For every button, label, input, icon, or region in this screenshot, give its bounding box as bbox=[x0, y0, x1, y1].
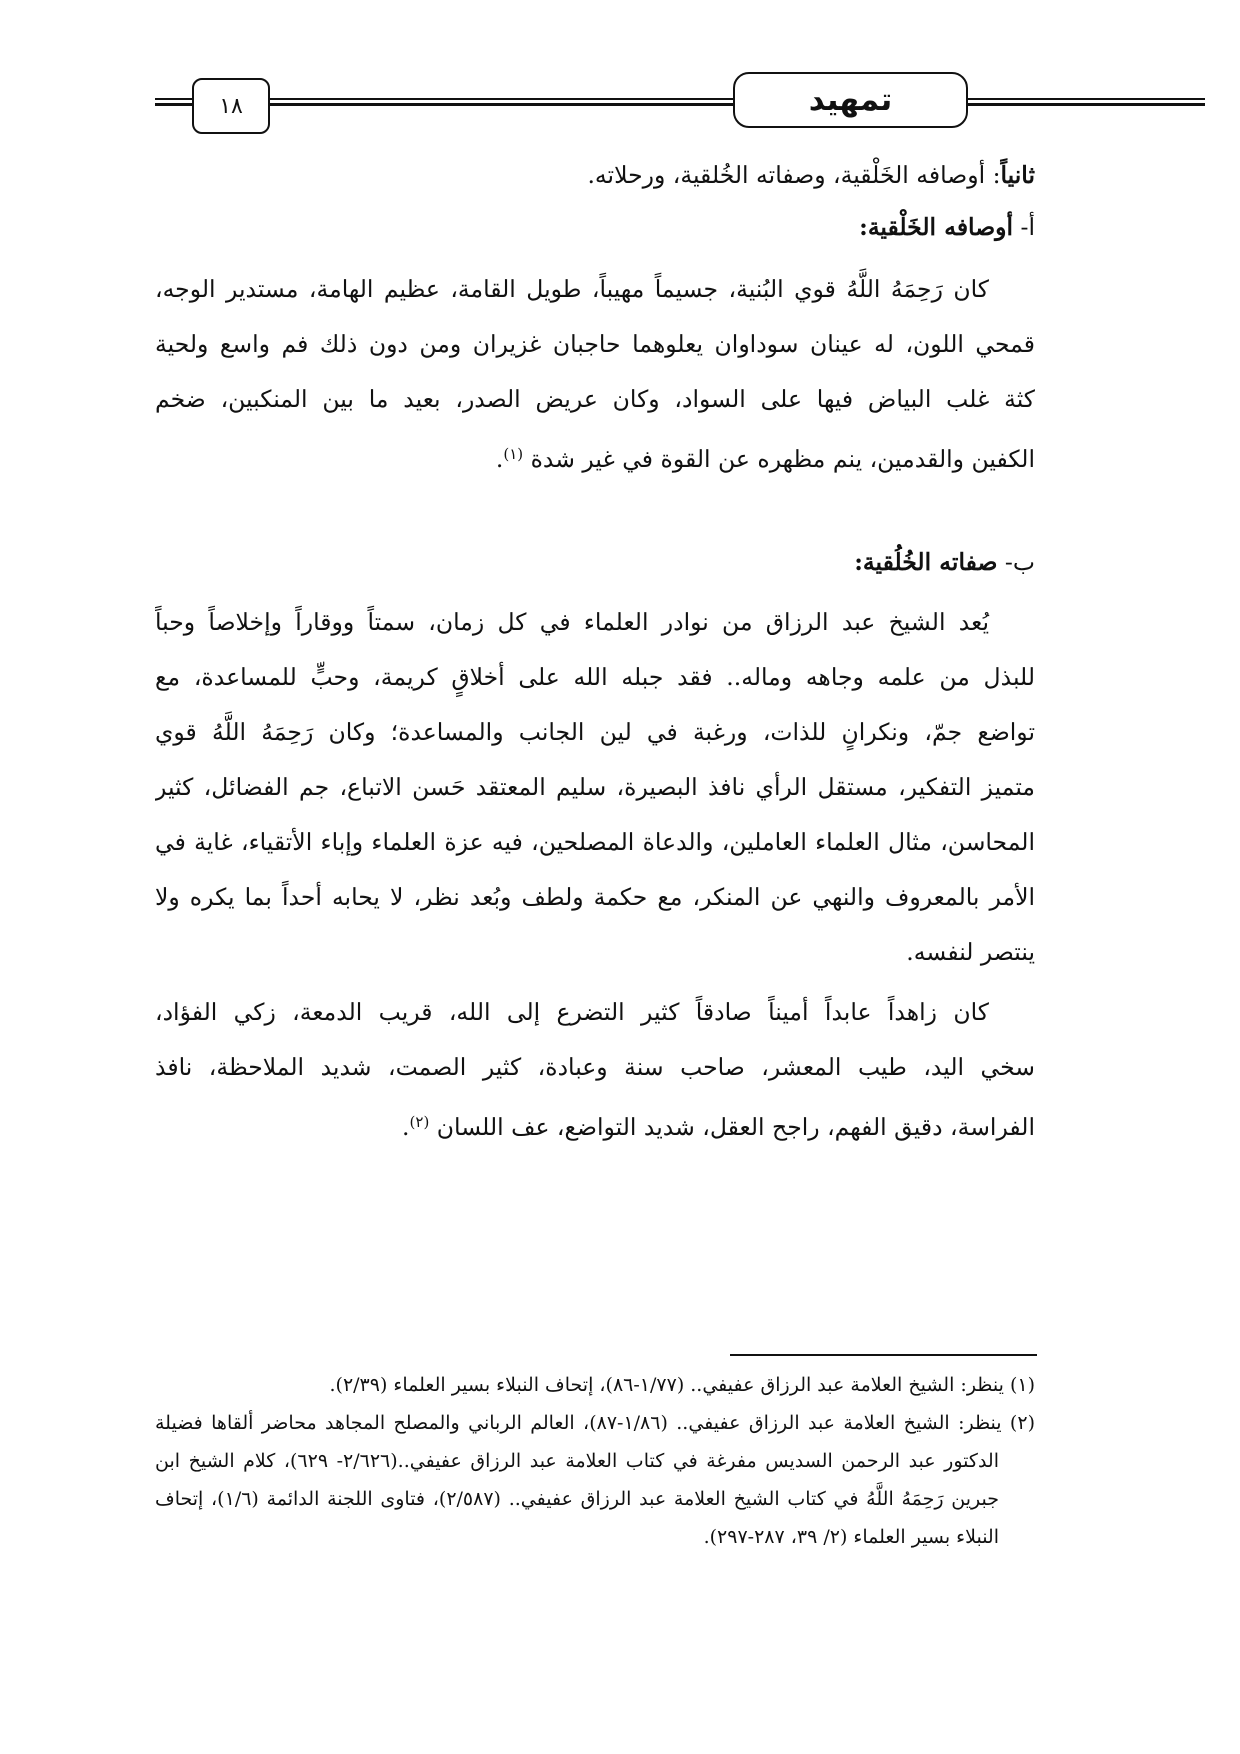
paragraph-line bbox=[155, 1095, 1035, 1150]
section-heading-lead: ثانياً bbox=[1000, 161, 1035, 189]
header-rule-bottom bbox=[155, 103, 1205, 106]
subheading-physical bbox=[155, 200, 1035, 255]
footnotes bbox=[155, 1366, 1035, 1556]
paragraph-character-traits bbox=[155, 595, 1035, 980]
section-heading-text: : أوصافه الخَلْقية، وصفاته الخُلقية، ورحلاته. bbox=[587, 161, 1001, 189]
paragraph-text: الكفين والقدمين، ينم مظهره عن القوة في غير شدة bbox=[530, 445, 1035, 473]
paragraph-line: كان زاهداً عابداً أميناً صادقاً كثير التضرع إلى الله، قريب الدمعة، زكي الفؤاد، bbox=[155, 998, 989, 1026]
section-title: تمهيد bbox=[808, 81, 893, 118]
paragraph-physical-description bbox=[155, 262, 1035, 482]
subheading-b-prefix: ب- bbox=[997, 548, 1035, 576]
paragraph-line: كان رَحِمَهُ اللَّهُ قوي البُنية، جسيماً مهيباً، طويل القامة، عظيم الهامة، مستدير الوجه، bbox=[155, 275, 989, 303]
subheading-character bbox=[155, 535, 1035, 590]
paragraph-text: الفراسة، دقيق الفهم، راجح العقل، شديد التواضع، عف اللسان bbox=[436, 1113, 1035, 1141]
paragraph-line: كثة غلب البياض فيها على السواد، وكان عريض الصدر، بعيد ما بين المنكبين، ضخم bbox=[155, 385, 1035, 413]
footnote-ref-2[interactable]: (٢) bbox=[409, 1113, 430, 1131]
paragraph-end: . bbox=[402, 1113, 410, 1141]
paragraph-line: يُعد الشيخ عبد الرزاق من نوادر العلماء في كل زمان، سمتاً ووقاراً وإخلاصاً وحباً bbox=[155, 608, 989, 636]
paragraph-line bbox=[155, 427, 1035, 482]
paragraph-line: قمحي اللون، له عينان سوداوان يعلوهما حاجبان غزيران ومن دون ذلك فم واسع ولحية bbox=[155, 330, 1035, 358]
paragraph-line: ينتصر لنفسه. bbox=[906, 938, 1035, 966]
paragraph-line: متميز التفكير، مستقل الرأي نافذ البصيرة، سليم المعتقد حَسن الاتباع، جم الفضائل، كثير bbox=[155, 773, 1035, 801]
footnote-2-line: الدكتور عبد الرحمن السديس مفرغة في كتاب العلامة عبد الرزاق عفيفي..(٢/٦٢٦- ٦٢٩)، كلام الشيخ ابن bbox=[155, 1450, 999, 1472]
subheading-b-text: صفاته الخُلُقية: bbox=[854, 548, 998, 576]
footnote-2-line: جبرين رَحِمَهُ اللَّهُ في كتاب الشيخ العلامة عبد الرزاق عفيفي.. (٢/٥٨٧)، فتاوى اللجنة الدائمة (١/٦)، إتحاف bbox=[155, 1488, 1000, 1510]
page-number: ١٨ bbox=[219, 93, 243, 119]
paragraph-line: تواضع جمّ، ونكرانٍ للذات، ورغبة في لين الجانب والمساعدة؛ وكان رَحِمَهُ اللَّهُ قوي bbox=[155, 718, 1035, 746]
footnote-2-line: النبلاء بسير العلماء (٢/ ٣٩، ٢٨٧-٢٩٧). bbox=[703, 1526, 999, 1548]
footnote-separator bbox=[730, 1354, 1037, 1356]
paragraph-end: . bbox=[495, 445, 504, 473]
header-rule-top bbox=[155, 98, 1205, 100]
section-title-box bbox=[733, 72, 968, 128]
footnote-1: (١) ينظر: الشيخ العلامة عبد الرزاق عفيفي.. (١/٧٧-٨٦)، إتحاف النبلاء بسير العلماء (٢/٣٩). bbox=[329, 1374, 1035, 1396]
footnote-2-line: (٢) ينظر: الشيخ العلامة عبد الرزاق عفيفي.. (١/٨٦-٨٧)، العالم الرباني والمصلح المجاهد محاضر ألقاها فضيلة bbox=[155, 1412, 1035, 1434]
footnote-ref-1[interactable]: (١) bbox=[503, 445, 524, 463]
paragraph-line: سخي اليد، طيب المعشر، صاحب سنة وعبادة، كثير الصمت، شديد الملاحظة، نافذ bbox=[155, 1053, 1035, 1081]
subheading-a-text: أوصافه الخَلْقية: bbox=[859, 213, 1014, 241]
section-heading bbox=[155, 148, 1035, 203]
paragraph-line: للبذل من علمه وجاهه وماله.. فقد جبله الله على أخلاقٍ كريمة، وحبٍّ للمساعدة، مع bbox=[155, 663, 1035, 691]
page-number-box bbox=[192, 78, 270, 134]
subheading-a-prefix: أ- bbox=[1013, 213, 1035, 241]
paragraph-line: المحاسن، مثال العلماء العاملين، والدعاة المصلحين، فيه عزة العلماء وإباء الأتقياء، غاية في bbox=[155, 828, 1035, 856]
paragraph-line: الأمر بالمعروف والنهي عن المنكر، مع حكمة ولطف وبُعد نظر، لا يحابه أحداً بما يكره ولا bbox=[155, 883, 1035, 911]
paragraph-asceticism bbox=[155, 985, 1035, 1150]
